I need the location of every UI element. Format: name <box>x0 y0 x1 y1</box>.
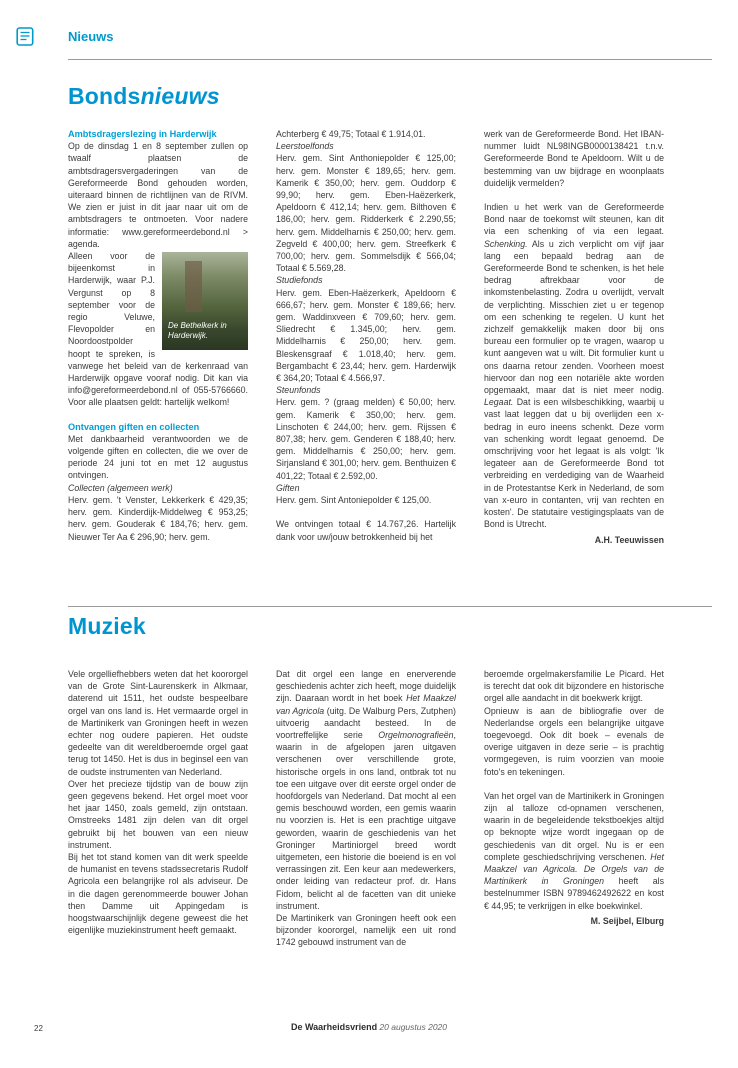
muziek-column-2 <box>276 668 456 949</box>
author-signature: A.H. Teeuwissen <box>594 534 664 545</box>
paragraph: Opnieuw is aan de bibliografie over de Nederlandse orgels een belangrijke uitgave toegevoegd. Ook dit boek – evenals de overige uitgaven in deze serie – is prachtig vormgegeven, is ruim voorzien van mooie foto's en tekeningen. <box>484 705 664 777</box>
bonds-column-3 <box>484 128 664 546</box>
italic-term: Schenking. <box>484 238 528 249</box>
page-footer <box>0 1022 738 1032</box>
book-title: Het Maakzel van Agricola <box>276 693 457 716</box>
paragraph <box>276 668 456 912</box>
fund-heading: Giften <box>276 482 300 493</box>
muziek-title: Muziek <box>68 613 146 639</box>
fund-heading: Steunfonds <box>276 385 321 396</box>
paragraph <box>484 790 664 912</box>
bonds-column-2 <box>276 128 456 546</box>
series-title: Orgelmonografieën <box>378 730 454 741</box>
paragraph <box>484 201 664 530</box>
bondsnieuws-columns <box>68 128 664 546</box>
paragraph: Op de dinsdag 1 en 8 september zullen op twaalf plaatsen de ambtsdragersvergaderingen van de Gereformeerde Bond gehouden worden, uiteraard binnen de richtlijnen van de RIVM. We zien er juist in dit jaar naar uit om de ambtsdragers te ontmoeten. Voor nadere informatie: www.gereformeerdebond.nl > agenda. <box>68 141 248 249</box>
paragraph: Achterberg € 49,75; Totaal € 1.914,01. <box>276 129 426 139</box>
photo-caption: De Bethelkerk in Harderwijk. <box>168 321 227 341</box>
fund-heading: Collecten (algemeen werk) <box>68 482 173 493</box>
bonds-column-1 <box>68 128 248 546</box>
title-bold-part: Bonds <box>68 83 141 109</box>
paragraph-text: Van het orgel van de Martinikerk in Groningen zijn al talloze cd-opnamen verschenen, waarin in de begeleidende tekstboekjes altijd op beknopte wijze wordt ingegaan op de geschiedenis van dit orgel. Nu is er een complete geschiedschrijving verschenen. <box>484 790 664 862</box>
bethelkerk-photo <box>162 252 248 350</box>
article-heading: Ontvangen giften en collecten <box>68 421 200 432</box>
paragraph: We ontvingen totaal € 14.767,26. Hartelijk dank voor uw/jouw betrokkenheid bij het <box>276 519 456 542</box>
paragraph-text: heeft als bestelnummer ISBN 9789462492622 en kost € 44,95; te verkrijgen in elke boekwinkel. <box>484 876 664 911</box>
paragraph: Herv. gem. Sint Antoniepolder € 125,00. <box>276 495 432 506</box>
paragraph-text: Dat is een wilsbeschikking, waarbij u vast laat leggen dat u bij overlijden een x-bedrag in euro ineens schenkt. Deze vorm van schenking wordt legaat genoemd. De omschrijving voor het legaat is als volgt: 'Ik legateer aan de Gereformeerde Bond tot verbreiding en verdediging van de Waarheid in de Protestantse Kerk in Nederland, de som van x-euro in contanten, vrij van rechten en kosten'. De statutaire vestigingsplaats van de Bond is Utrecht. <box>484 397 664 530</box>
newspaper-icon <box>16 26 36 47</box>
muziek-column-3 <box>484 668 664 949</box>
section-label: Nieuws <box>68 29 114 44</box>
paragraph-text: Alleen voor de bijeenkomst in Harderwijk, waar P.J. Vergunst op 8 september voor de regio Veluwe, Flevopolder en Noordoostpolder hoopt te spreken, is vanwege het beleid van de kerkenraad van Harderwijk opgave vooraf nodig. Dit kan via info@gereformeerdebond.nl of 055-5766660. Voor alle plaatsen geldt: hartelijk welkom! <box>68 251 248 408</box>
paragraph: Over het precieze tijdstip van de bouw zijn geen gegevens bekend. Het orgel moet voor het jaar 1450, zoals gemeld, zijn ontstaan. Omstreeks 1481 zijn delen van dit orgel gebruikt bij het bouwen van een nieuw instrument. <box>68 778 248 850</box>
article-heading: Ambtsdragerslezing in Harderwijk <box>68 129 217 139</box>
section-divider <box>68 606 712 607</box>
page-number: 22 <box>34 1024 43 1033</box>
book-title: Het Maakzel van Agricola. De Orgels van de Martinikerk in Groningen <box>484 851 664 887</box>
fund-heading: Leerstoelfonds <box>276 141 334 152</box>
paragraph-text: Indien u het werk van de Gereformeerde Bond naar de toekomst wilt steunen, kan dit via een schenking of via een legaat. <box>484 202 664 237</box>
paragraph-text: , waarin in de afgelopen jaren uitgaven verschenen over verschillende grote, historische orgels in ons land, ontbrak tot nu toe een uitgave over dit eerste orgel onder de hoofdorgels van Nederland. Dat mocht al een gemis beschouwd worden, een gemis waarin nu voorzien is. Het is een prachtige uitgave geworden, waarin de geschiedenis van het Groninger Martiniorgel breed wordt uitgemeten, een historie die boeiend is en vol verrassingen zit. Een keur aan medewerkers, onder leiding van redacteur prof. dr. Hans Fidom, belicht al de facetten van dit unieke instrument. <box>276 730 456 911</box>
journal-name: De Waarheidsvriend <box>290 1022 378 1032</box>
paragraph-text: Dat dit orgel een lange en enerverende geschiedenis achter zich heeft, moge duidelijk zijn. Daaraan wordt in het boek <box>276 669 456 704</box>
italic-term: Legaat. <box>484 397 514 408</box>
paragraph: Vele orgelliefhebbers weten dat het koororgel van de Grote Sint-Laurenskerk in Alkmaar, daterend uit 1511, het oudste bespeelbare orgel van ons land is. Het vermaarde orgel in de Martinikerk van Groningen heeft in wezen echter nog oudere papieren. Het oudste gedeelte van dit wereldberoemde orgel gaat terug tot 1450. Het is dus in beginsel een van de oudste instrumenten van Nederland. <box>68 669 248 777</box>
paragraph: Herv. gem. Sint Anthoniepolder € 125,00; herv. gem. Monster € 189,65; herv. gem. Kamerik € 350,00; herv. gem. Ouddorp € 99,90; herv. gem. Eben-Haëzerkerk, Apeldoorn € 412,14; herv. gem. Bilthoven € 186,00; herv. gem. Ridderkerk € 2.290,55; herv. gem. Middelharnis € 250,00; herv. gem. Zegveld € 400,00; herv. gem. Streefkerk € 700,00; herv. gem. Sommelsdijk € 566,04; Totaal € 5.569,28. <box>276 153 456 274</box>
author-signature: M. Seijbel, Elburg <box>590 915 664 926</box>
paragraph-text: (uitg. De Walburg Pers, Zutphen) uitvoerig aandacht besteed. In de voortreffelijke serie <box>276 705 456 741</box>
footer-center <box>0 1022 738 1032</box>
paragraph: Met dankbaarheid verantwoorden we de volgende giften en collecten, die we over de periode 24 juni tot en met 12 augustus ontvingen. <box>68 433 248 481</box>
paragraph: Bij het tot stand komen van dit werk speelde de humanist en tevens stadssecretaris Rudolf Agricola een belangrijke rol als adviseur. De in die dagen gerenommeerde bouwer Johan then Damme uit Appingedam is hoogstwaarschijnlijk degene geweest die het eigenlijke muziekinstrument heeft gemaakt. <box>68 852 248 936</box>
paragraph: Herv. gem. 't Venster, Lekkerkerk € 429,35; herv. gem. Kinderdijk-Middelweg € 953,25; herv. gem. Gouderak € 184,76; herv. gem. Nieuwer Ter Aa € 296,90; herv. gem. <box>68 494 248 542</box>
paragraph <box>68 250 248 409</box>
bondsnieuws-title <box>68 83 220 110</box>
paragraph: beroemde orgelmakersfamilie Le Picard. Het is terecht dat ook dit bijzondere en historische orgel alle aandacht in dit boekwerk krijgt. <box>484 669 664 704</box>
title-italic-part: nieuws <box>140 83 220 109</box>
paragraph: werk van de Gereformeerde Bond. Het IBAN-nummer luidt NL98INGB0000138421 t.n.v. Gereformeerde Bond te Apeldoorn. Wilt u de bestemming van uw bijdrage en woonplaats duidelijk vermelden? <box>484 129 664 188</box>
paragraph: Herv. gem. ? (graag melden) € 50,00; herv. gem. Kamerik € 350,00; herv. gem. Linschoten € 244,00; herv. gem. Rijssen € 807,38; herv. gem. Genderen € 188,40; herv. gem. Middelharnis € 250,00; herv. gem. Sirjansland € 301,00; herv. gem. Benthuizen € 401,22; Totaal € 2.592,00. <box>276 397 456 481</box>
fund-heading: Studiefonds <box>276 275 323 286</box>
issue-date: 20 augustus 2020 <box>379 1022 448 1032</box>
paragraph: De Martinikerk van Groningen heeft ook een bijzonder koororgel, namelijk een uit rond 1742 gebouwd instrument van de <box>276 913 456 948</box>
paragraph-text: Als u zich verplicht om vijf jaar lang een bepaald bedrag aan de Gereformeerde Bond te schenken, is het hele bedrag aftrekbaar voor de inkomstenbelasting. Zodra u overlijdt, vervalt de verplichting. Misschien ziet u er tegenop om een schenking te regelen. U kunt het zichzelf gemakkelijk maken door bij ons bureau een formulier op te vragen, waarop u kunt aangeven wat u wilt. Dit formulier kunt u ons daarna retour zenden. Voorheen moest hiervoor dan nog een notariële akte worden opgemaakt, maar dat is niet meer nodig. <box>484 238 664 396</box>
paragraph: Herv. gem. Eben-Haëzerkerk, Apeldoorn € 666,67; herv. gem. Monster € 189,66; herv. gem. Waddinxveen € 709,60; herv. gem. Sliedrecht € 1.345,00; herv. gem. Middelharnis € 250,00; herv. gem. Bleskensgraaf € 1.018,40; herv. gem. Bergambacht € 23,44; herv. gem. Harderwijk € 364,20; Totaal € 4.566,97. <box>276 287 456 384</box>
header-divider <box>68 59 712 60</box>
muziek-column-1 <box>68 668 248 949</box>
muziek-columns <box>68 668 664 949</box>
